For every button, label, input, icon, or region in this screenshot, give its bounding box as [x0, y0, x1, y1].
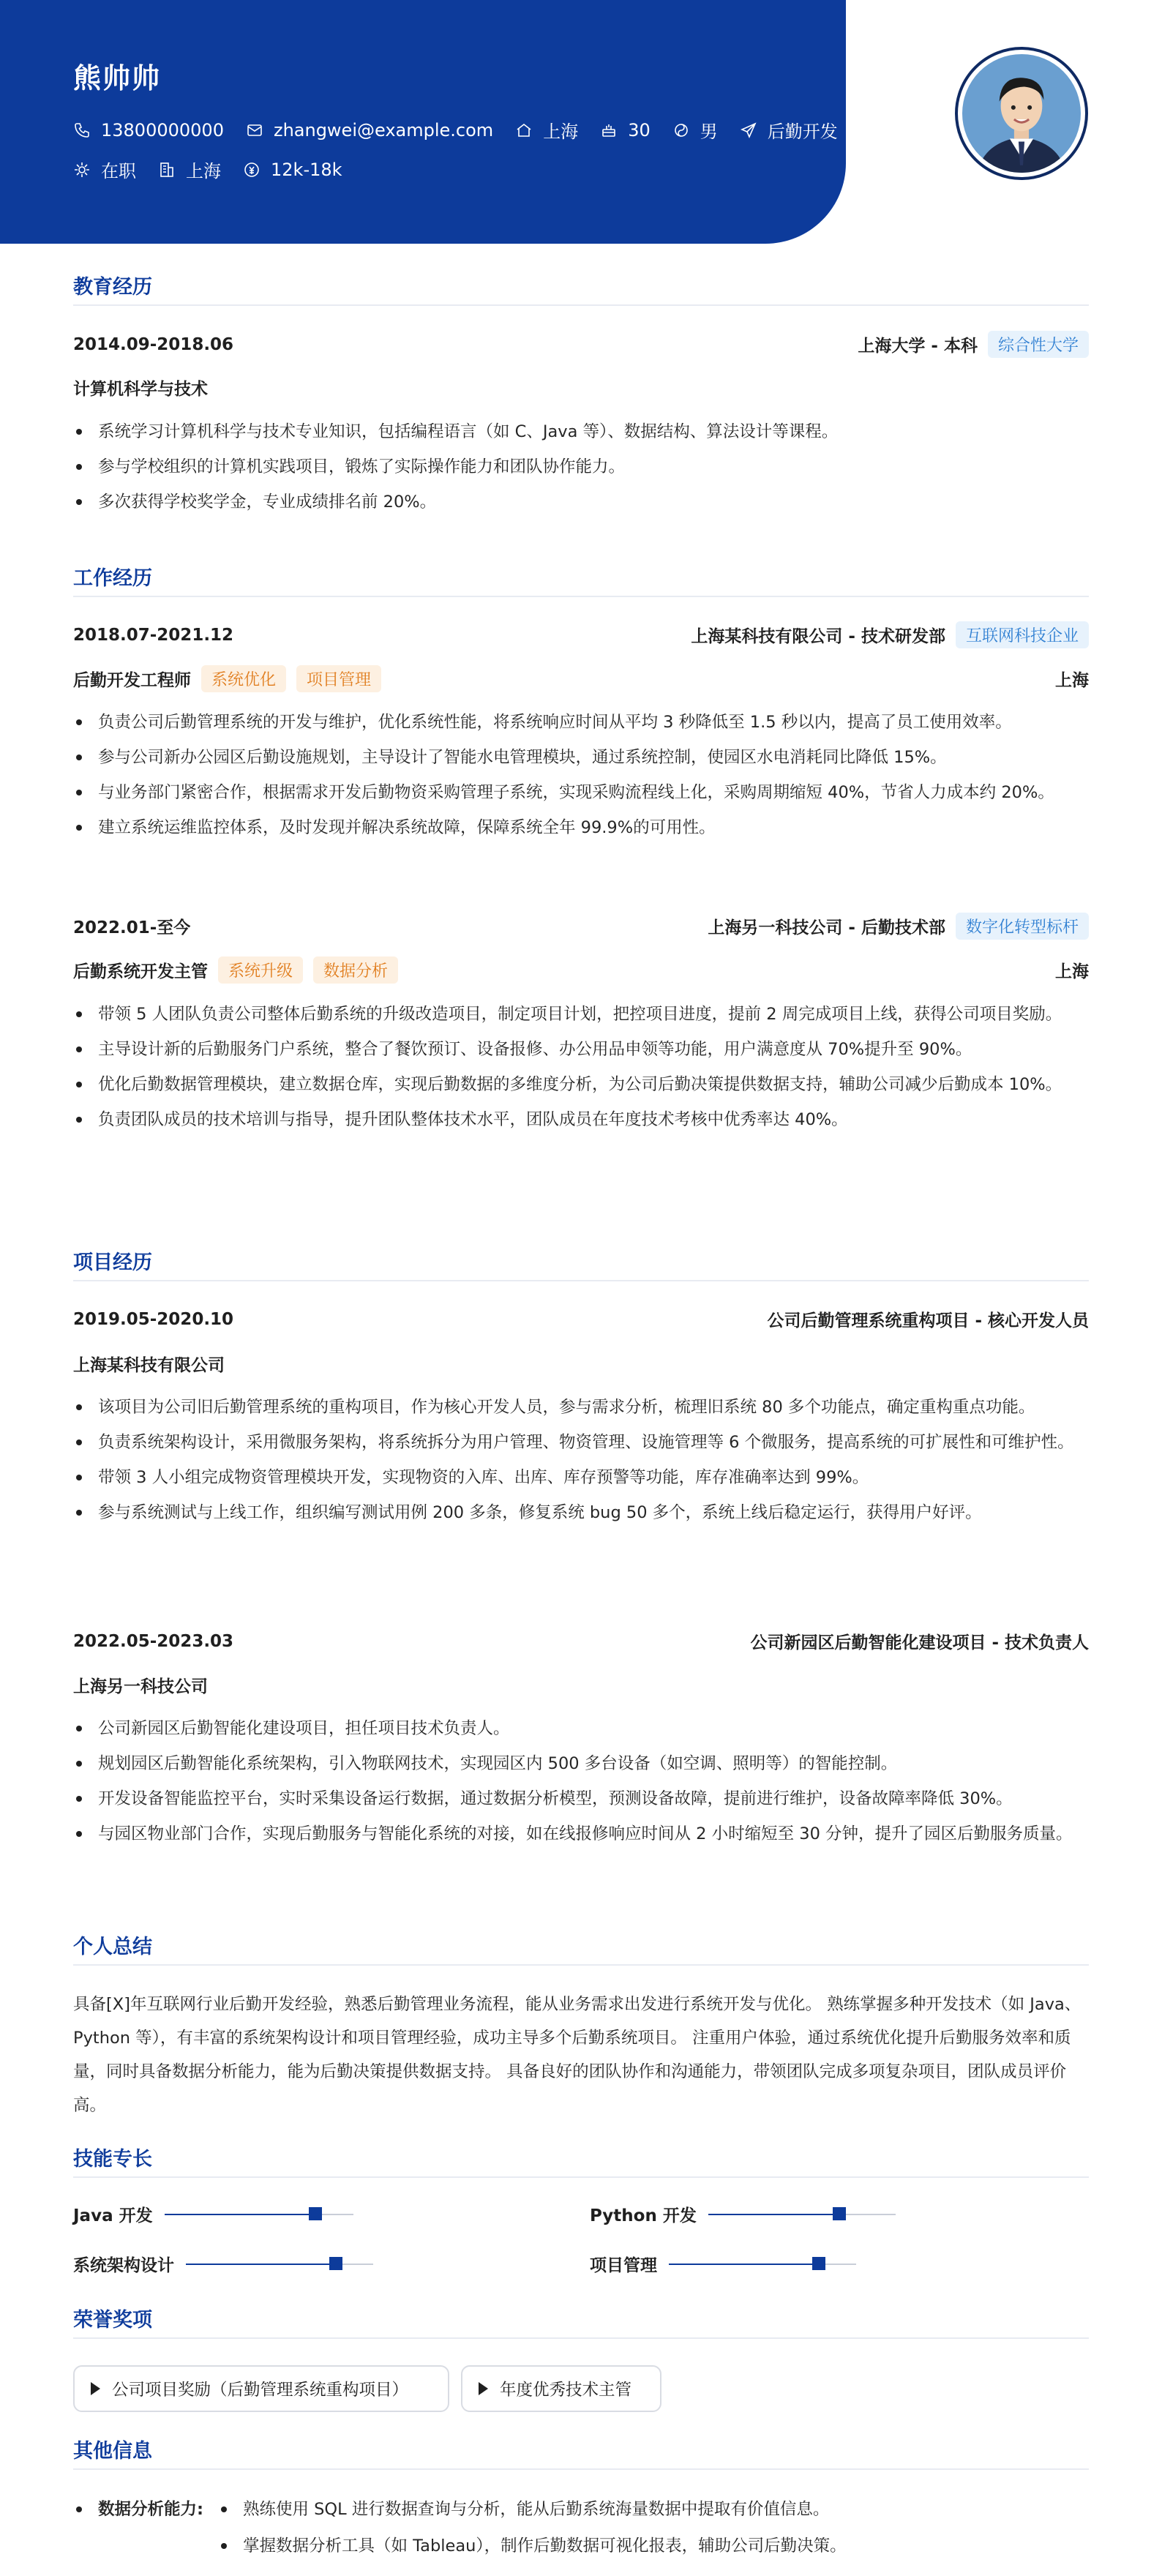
skill-bar-knob	[833, 2207, 846, 2220]
age-item	[600, 120, 651, 141]
job-role-row	[73, 665, 1089, 692]
major: 计算机科学与技术	[73, 380, 208, 399]
position-text: 后勤开发	[767, 121, 838, 142]
skill-name: Python 开发	[590, 2206, 697, 2225]
skill-bar	[669, 2264, 856, 2265]
job-city: 上海	[1055, 671, 1089, 690]
list-item: 与园区物业部门合作，实现后勤服务与智能化系统的对接，如在线报修响应时间从 2 小时缩短至 30 分钟，提升了园区后勤服务质量。	[73, 1816, 1089, 1852]
gender-text: 男	[700, 121, 718, 142]
list-item: 该项目为公司旧后勤管理系统的重构项目，作为核心开发人员，参与需求分析，梳理旧系统 80 多个功能点，确定重构重点功能。	[73, 1390, 1089, 1425]
list-item: 参与系统测试与上线工作，组织编写测试用例 200 多条，修复系统 bug 50 多个，系统上线后稳定运行，获得用户好评。	[73, 1495, 1089, 1530]
email-text: zhangwei@example.com	[273, 119, 494, 141]
other-item: 掌握数据分析工具（如 Tableau），制作后勤数据可视化报表，辅助公司后勤决策。	[243, 2536, 847, 2556]
skill-bar-knob	[329, 2257, 342, 2270]
candidate-name: 熊帅帅	[73, 62, 162, 94]
project-name: 公司新园区后勤智能化建设项目 - 技术负责人	[750, 1633, 1089, 1652]
job-role-row	[73, 956, 1089, 984]
salary-item	[243, 160, 342, 180]
salary-icon	[243, 161, 260, 179]
honor-badge	[73, 2365, 449, 2412]
mail-icon	[246, 121, 263, 139]
education-school	[858, 331, 1089, 358]
project-company: 上海某科技有限公司	[73, 1356, 225, 1375]
avatar	[955, 47, 1088, 180]
phone-icon	[73, 121, 91, 139]
summary-title: 个人总结	[73, 1931, 1089, 1966]
status-icon	[73, 161, 91, 179]
job-city: 上海	[1055, 962, 1089, 981]
list-item: 主导设计新的后勤服务门户系统，整合了餐饮预订、设备报修、办公用品申领等功能，用户满意度从 70%提升至 90%。	[73, 1032, 1089, 1067]
list-item: 与业务部门紧密合作，根据需求开发后勤物资采购管理子系统，实现采购流程线上化，采购周期缩短 40%，节省人力成本约 20%。	[73, 775, 1089, 810]
other-info	[73, 2491, 1089, 2564]
position-item	[740, 117, 838, 143]
role-name: 后勤开发工程师	[73, 671, 191, 690]
company-name: 上海某科技有限公司 - 技术研发部	[691, 627, 945, 646]
contact-row	[73, 117, 860, 143]
job-role	[73, 665, 381, 692]
salary-text: 12k-18k	[271, 159, 342, 180]
work-city-text: 上海	[186, 161, 221, 181]
gender-icon	[672, 121, 690, 139]
project-company: 上海另一科技公司	[73, 1677, 208, 1696]
bullet-dot	[221, 2506, 227, 2512]
phone-text: 13800000000	[101, 119, 224, 141]
skill-tag: 数据分析	[313, 956, 398, 984]
avatar-photo	[962, 54, 1081, 173]
city-text: 上海	[543, 121, 579, 142]
list-item: 优化后勤数据管理模块，建立数据仓库，实现后勤数据的多维度分析，为公司后勤决策提供数据支持，辅助公司减少后勤成本 10%。	[73, 1067, 1089, 1102]
skill-name: 项目管理	[590, 2256, 657, 2275]
job-row	[73, 913, 1089, 940]
skill-bar-knob	[812, 2257, 825, 2270]
skill-bar-knob	[309, 2207, 322, 2220]
skill-bar	[186, 2264, 373, 2265]
project-bullets	[73, 1711, 1089, 1852]
skill-bar-fill	[186, 2264, 336, 2265]
other-title: 其他信息	[73, 2435, 1089, 2470]
status-text: 在职	[101, 161, 136, 181]
job-company	[708, 913, 1089, 940]
skill-bar-fill	[165, 2214, 315, 2215]
project-date: 2022.05-2023.03	[73, 1631, 234, 1651]
status-item	[73, 157, 136, 182]
skills-title: 技能专长	[73, 2143, 1089, 2178]
list-item: 开发设备智能监控平台，实时采集设备运行数据，通过数据分析模型，预测设备故障，提前进行维护，设备故障率降低 30%。	[73, 1781, 1089, 1816]
job-date: 2018.07-2021.12	[73, 625, 234, 645]
education-date: 2014.09-2018.06	[73, 334, 234, 354]
list-item: 系统学习计算机科学与技术专业知识，包括编程语言（如 C、Java 等）、数据结构、算法设计等课程。	[73, 414, 1089, 449]
school-tag: 综合性大学	[988, 331, 1089, 358]
building-icon	[158, 161, 176, 179]
city-item	[515, 117, 578, 143]
age-text: 30	[628, 119, 651, 141]
skill-tag: 系统优化	[201, 665, 286, 692]
home-icon	[515, 121, 533, 139]
skill-item	[73, 2202, 353, 2226]
company-name: 上海另一科技公司 - 后勤技术部	[708, 918, 945, 937]
education-row	[73, 331, 1089, 358]
project-bullets	[73, 1390, 1089, 1530]
other-label: 数据分析能力:	[98, 2500, 203, 2519]
company-tag: 互联网科技企业	[956, 621, 1089, 648]
honors-title: 荣誉奖项	[73, 2304, 1089, 2339]
role-name: 后勤系统开发主管	[73, 962, 208, 981]
project-row	[73, 1307, 1089, 1331]
skill-bar-fill	[708, 2214, 839, 2215]
list-item: 负责系统架构设计，采用微服务架构，将系统拆分为用户管理、物资管理、设施管理等 6 个微服务，提高系统的可扩展性和可维护性。	[73, 1425, 1089, 1460]
skill-item	[590, 2202, 896, 2226]
other-row	[73, 2491, 1089, 2528]
skill-name: Java 开发	[73, 2206, 153, 2225]
honor-badge	[461, 2365, 661, 2412]
email-item	[246, 120, 493, 141]
other-item: 熟练使用 SQL 进行数据查询与分析，能从后勤系统海量数据中提取有价值信息。	[243, 2500, 830, 2519]
list-item: 建立系统运维监控体系，及时发现并解决系统故障，保障系统全年 99.9%的可用性。	[73, 810, 1089, 845]
skill-bar-fill	[669, 2264, 819, 2265]
skill-name: 系统架构设计	[73, 2256, 174, 2275]
job-date: 2022.01-至今	[73, 918, 191, 937]
list-item: 带领 5 人团队负责公司整体后勤系统的升级改造项目，制定项目计划，把控项目进度，提前 2 周完成项目上线，获得公司项目奖励。	[73, 997, 1089, 1032]
list-item: 公司新园区后勤智能化建设项目，担任项目技术负责人。	[73, 1711, 1089, 1746]
list-item: 规划园区后勤智能化系统架构，引入物联网技术，实现园区内 500 多台设备（如空调、照明等）的智能控制。	[73, 1746, 1089, 1781]
skill-bar	[708, 2214, 896, 2215]
play-icon	[91, 2382, 100, 2395]
resume-header	[0, 0, 846, 244]
cake-icon	[600, 121, 618, 139]
project-company-row	[73, 1352, 1089, 1376]
job-row	[73, 621, 1089, 648]
job-company	[691, 621, 1089, 648]
education-title: 教育经历	[73, 271, 1089, 306]
company-tag: 数字化转型标杆	[956, 913, 1089, 940]
education-bullets	[73, 414, 1089, 520]
phone-item	[73, 120, 224, 141]
skill-item	[590, 2252, 856, 2276]
work-title: 工作经历	[73, 562, 1089, 597]
skill-tag: 系统升级	[218, 956, 303, 984]
honor-text: 年度优秀技术主管	[500, 2381, 632, 2400]
list-item: 负责公司后勤管理系统的开发与维护，优化系统性能，将系统响应时间从平均 3 秒降低至 1.5 秒以内，提高了员工使用效率。	[73, 705, 1089, 740]
list-item: 参与学校组织的计算机实践项目，锻炼了实际操作能力和团队协作能力。	[73, 449, 1089, 484]
work-city-item	[158, 157, 221, 182]
projects-title: 项目经历	[73, 1246, 1089, 1281]
project-company-row	[73, 1673, 1089, 1697]
job-bullets	[73, 705, 1089, 845]
skill-bar	[165, 2214, 353, 2215]
honor-text: 公司项目奖励（后勤管理系统重构项目）	[112, 2381, 409, 2400]
project-date: 2019.05-2020.10	[73, 1309, 234, 1329]
skill-item	[73, 2252, 373, 2276]
send-icon	[740, 121, 757, 139]
list-item: 参与公司新办公园区后勤设施规划，主导设计了智能水电管理模块，通过系统控制，使园区水电消耗同比降低 15%。	[73, 740, 1089, 775]
major-row	[73, 375, 1089, 400]
list-item: 带领 3 人小组完成物资管理模块开发，实现物资的入库、出库、库存预警等功能，库存准确率达到 99%。	[73, 1460, 1089, 1495]
job-bullets	[73, 997, 1089, 1137]
other-row	[73, 2528, 1089, 2564]
status-row	[73, 157, 364, 182]
school-name: 上海大学 - 本科	[858, 337, 978, 356]
project-name: 公司后勤管理系统重构项目 - 核心开发人员	[767, 1311, 1089, 1330]
list-item: 多次获得学校奖学金，专业成绩排名前 20%。	[73, 484, 1089, 520]
job-role	[73, 956, 398, 984]
bullet-dot	[221, 2543, 227, 2549]
bullet-dot	[76, 2506, 82, 2512]
summary-text: 具备[X]年互联网行业后勤开发经验，熟悉后勤管理业务流程，能从业务需求出发进行系统开发与优化。 熟练掌握多种开发技术（如 Java、Python 等），有丰富的系统架构设计和项目管理经验，成功主导多个后勤系统项目。 注重用户体验，通过系统优化提升后勤服务效率和质量，同时具备数据分析能力，能为后勤决策提供数据支持。 具备良好的团队协作和沟通能力，带领团队完成多项复杂项目，团队成员评价高。	[73, 1995, 1082, 2115]
list-item: 负责团队成员的技术培训与指导，提升团队整体技术水平，团队成员在年度技术考核中优秀率达 40%。	[73, 1102, 1089, 1137]
skill-tag: 项目管理	[296, 665, 381, 692]
project-row	[73, 1629, 1089, 1653]
gender-item	[672, 117, 718, 143]
play-icon	[479, 2382, 488, 2395]
